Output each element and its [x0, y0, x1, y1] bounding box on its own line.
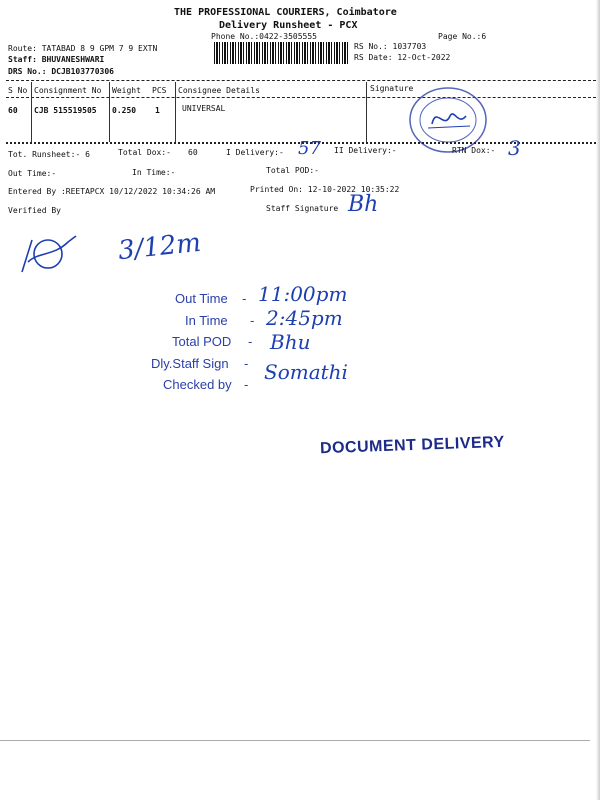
printed-on: Printed On: 12-10-2022 10:35:22 [250, 185, 400, 194]
stamp-dash: - [242, 291, 247, 306]
total-pod-label: Total POD:- [266, 166, 319, 175]
first-delivery-value: 57 [298, 138, 321, 159]
stamp-in-time-value: 2:45pm [266, 306, 343, 330]
scan-edge-shadow [596, 0, 600, 800]
stamp-dash: - [248, 334, 253, 349]
stamp-dly-staff-label: Dly.Staff Sign [151, 356, 229, 371]
col-header-signature: Signature [370, 84, 414, 93]
stamp-out-time-label: Out Time [175, 291, 228, 306]
cell-sno: 60 [8, 106, 18, 115]
col-header-sno: S No [8, 86, 28, 95]
in-time-label: In Time:- [132, 168, 176, 177]
total-dox-value: 60 [188, 148, 198, 157]
cell-consignment: CJB 515519505 [34, 106, 97, 115]
cell-pcs: 1 [155, 106, 160, 115]
stamp-dash: - [250, 313, 255, 328]
runsheet-title: Delivery Runsheet - PCX [219, 20, 358, 31]
scan-page-edge [0, 740, 590, 741]
handwritten-note: 3/12m [116, 227, 203, 267]
verified-by: Verified By [8, 206, 61, 215]
staff-label: Staff: BHUVANESHWARI [8, 55, 105, 64]
staff-signature-label: Staff Signature [266, 204, 339, 213]
stamp-checked-by-label: Checked by [163, 377, 232, 392]
second-delivery-label: II Delivery:- [334, 146, 397, 155]
stamp-total-pod-value: Bhu [270, 330, 311, 354]
col-header-consignment: Consignment No [34, 86, 102, 95]
table-top-rule [6, 80, 596, 81]
col-header-pcs: PCS [152, 86, 167, 95]
rtn-dox-label: RTN Dox:- [452, 146, 496, 155]
cell-weight: 0.250 [112, 106, 137, 115]
rs-number: RS No.: 1037703 [354, 42, 427, 51]
stamp-checked-by-value: Somathi [264, 360, 348, 384]
tot-runsheet: Tot. Runsheet:- 6 [8, 150, 90, 159]
verified-stamp-mark [18, 232, 80, 278]
page-number: Page No.:6 [438, 32, 487, 41]
entered-by: Entered By :REETAPCX 10/12/2022 10:34:26 AM [8, 187, 216, 196]
total-dox-label: Total Dox:- [118, 148, 171, 157]
rs-date: RS Date: 12-Oct-2022 [354, 53, 451, 62]
route-label: Route: TATABAD 8 9 GPM 7 9 EXTN [8, 44, 158, 53]
col-header-weight: Weight [112, 86, 141, 95]
stamp-dash: - [244, 356, 249, 371]
document-delivery-stamp: DOCUMENT DELIVERY [319, 433, 506, 458]
col-divider [109, 82, 110, 142]
stamp-out-time-value: 11:00pm [258, 282, 348, 306]
rtn-dox-value: 3 [508, 136, 521, 160]
company-title: THE PROFESSIONAL COURIERS, Coimbatore [174, 7, 397, 18]
cell-consignee: UNIVERSAL [182, 104, 226, 113]
col-divider [31, 82, 32, 142]
phone-number: Phone No.:0422-3505555 [211, 32, 317, 41]
barcode [214, 42, 350, 64]
table-header-rule [6, 97, 596, 98]
staff-signature-hand: Bh [348, 192, 379, 217]
out-time-label: Out Time:- [8, 169, 57, 178]
first-delivery-label: I Delivery:- [226, 148, 284, 157]
col-divider [175, 82, 176, 142]
stamp-total-pod-label: Total POD [172, 334, 232, 349]
col-divider [366, 82, 367, 142]
stamp-dash: - [244, 377, 249, 392]
stamp-in-time-label: In Time [185, 313, 228, 328]
drs-number: DRS No.: DCJB103770306 [8, 67, 114, 76]
col-header-consignee: Consignee Details [178, 86, 260, 95]
